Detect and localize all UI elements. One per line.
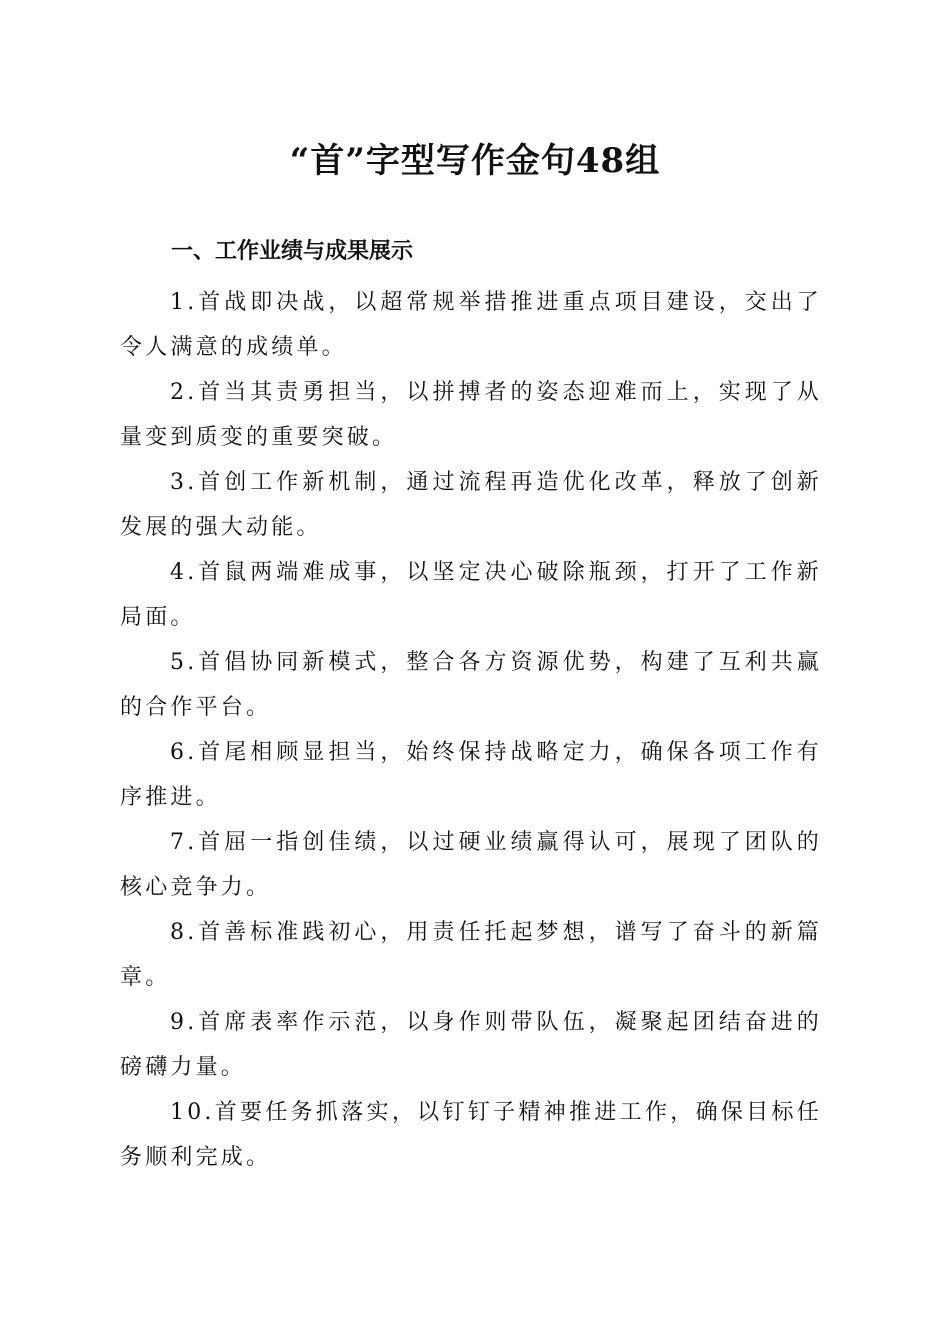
list-item: 1.首战即决战，以超常规举措推进重点项目建设，交出了令人满意的成绩单。 <box>120 290 822 360</box>
document-title: “首”字型写作金句48组 <box>289 141 661 181</box>
list-item: 5.首倡协同新模式，整合各方资源优势，构建了互利共赢的合作平台。 <box>120 650 822 720</box>
list-item: 4.首鼠两端难成事，以坚定决心破除瓶颈，打开了工作新局面。 <box>120 560 822 630</box>
list-item: 7.首屈一指创佳绩，以过硬业绩赢得认可，展现了团队的核心竞争力。 <box>120 830 822 900</box>
section-heading: 一、工作业绩与成果展示 <box>171 239 414 264</box>
sentence-list <box>120 280 822 1180</box>
list-item: 2.首当其责勇担当，以拼搏者的姿态迎难而上，实现了从量变到质变的重要突破。 <box>120 380 822 450</box>
list-item: 10.首要任务抓落实，以钉钉子精神推进工作，确保目标任务顺利完成。 <box>120 1100 822 1170</box>
list-item: 9.首席表率作示范，以身作则带队伍，凝聚起团结奋进的磅礴力量。 <box>120 1010 822 1080</box>
list-item: 6.首尾相顾显担当，始终保持战略定力，确保各项工作有序推进。 <box>120 740 822 810</box>
list-item: 8.首善标准践初心，用责任托起梦想，谱写了奋斗的新篇章。 <box>120 920 822 990</box>
list-item: 3.首创工作新机制，通过流程再造优化改革，释放了创新发展的强大动能。 <box>120 470 822 540</box>
